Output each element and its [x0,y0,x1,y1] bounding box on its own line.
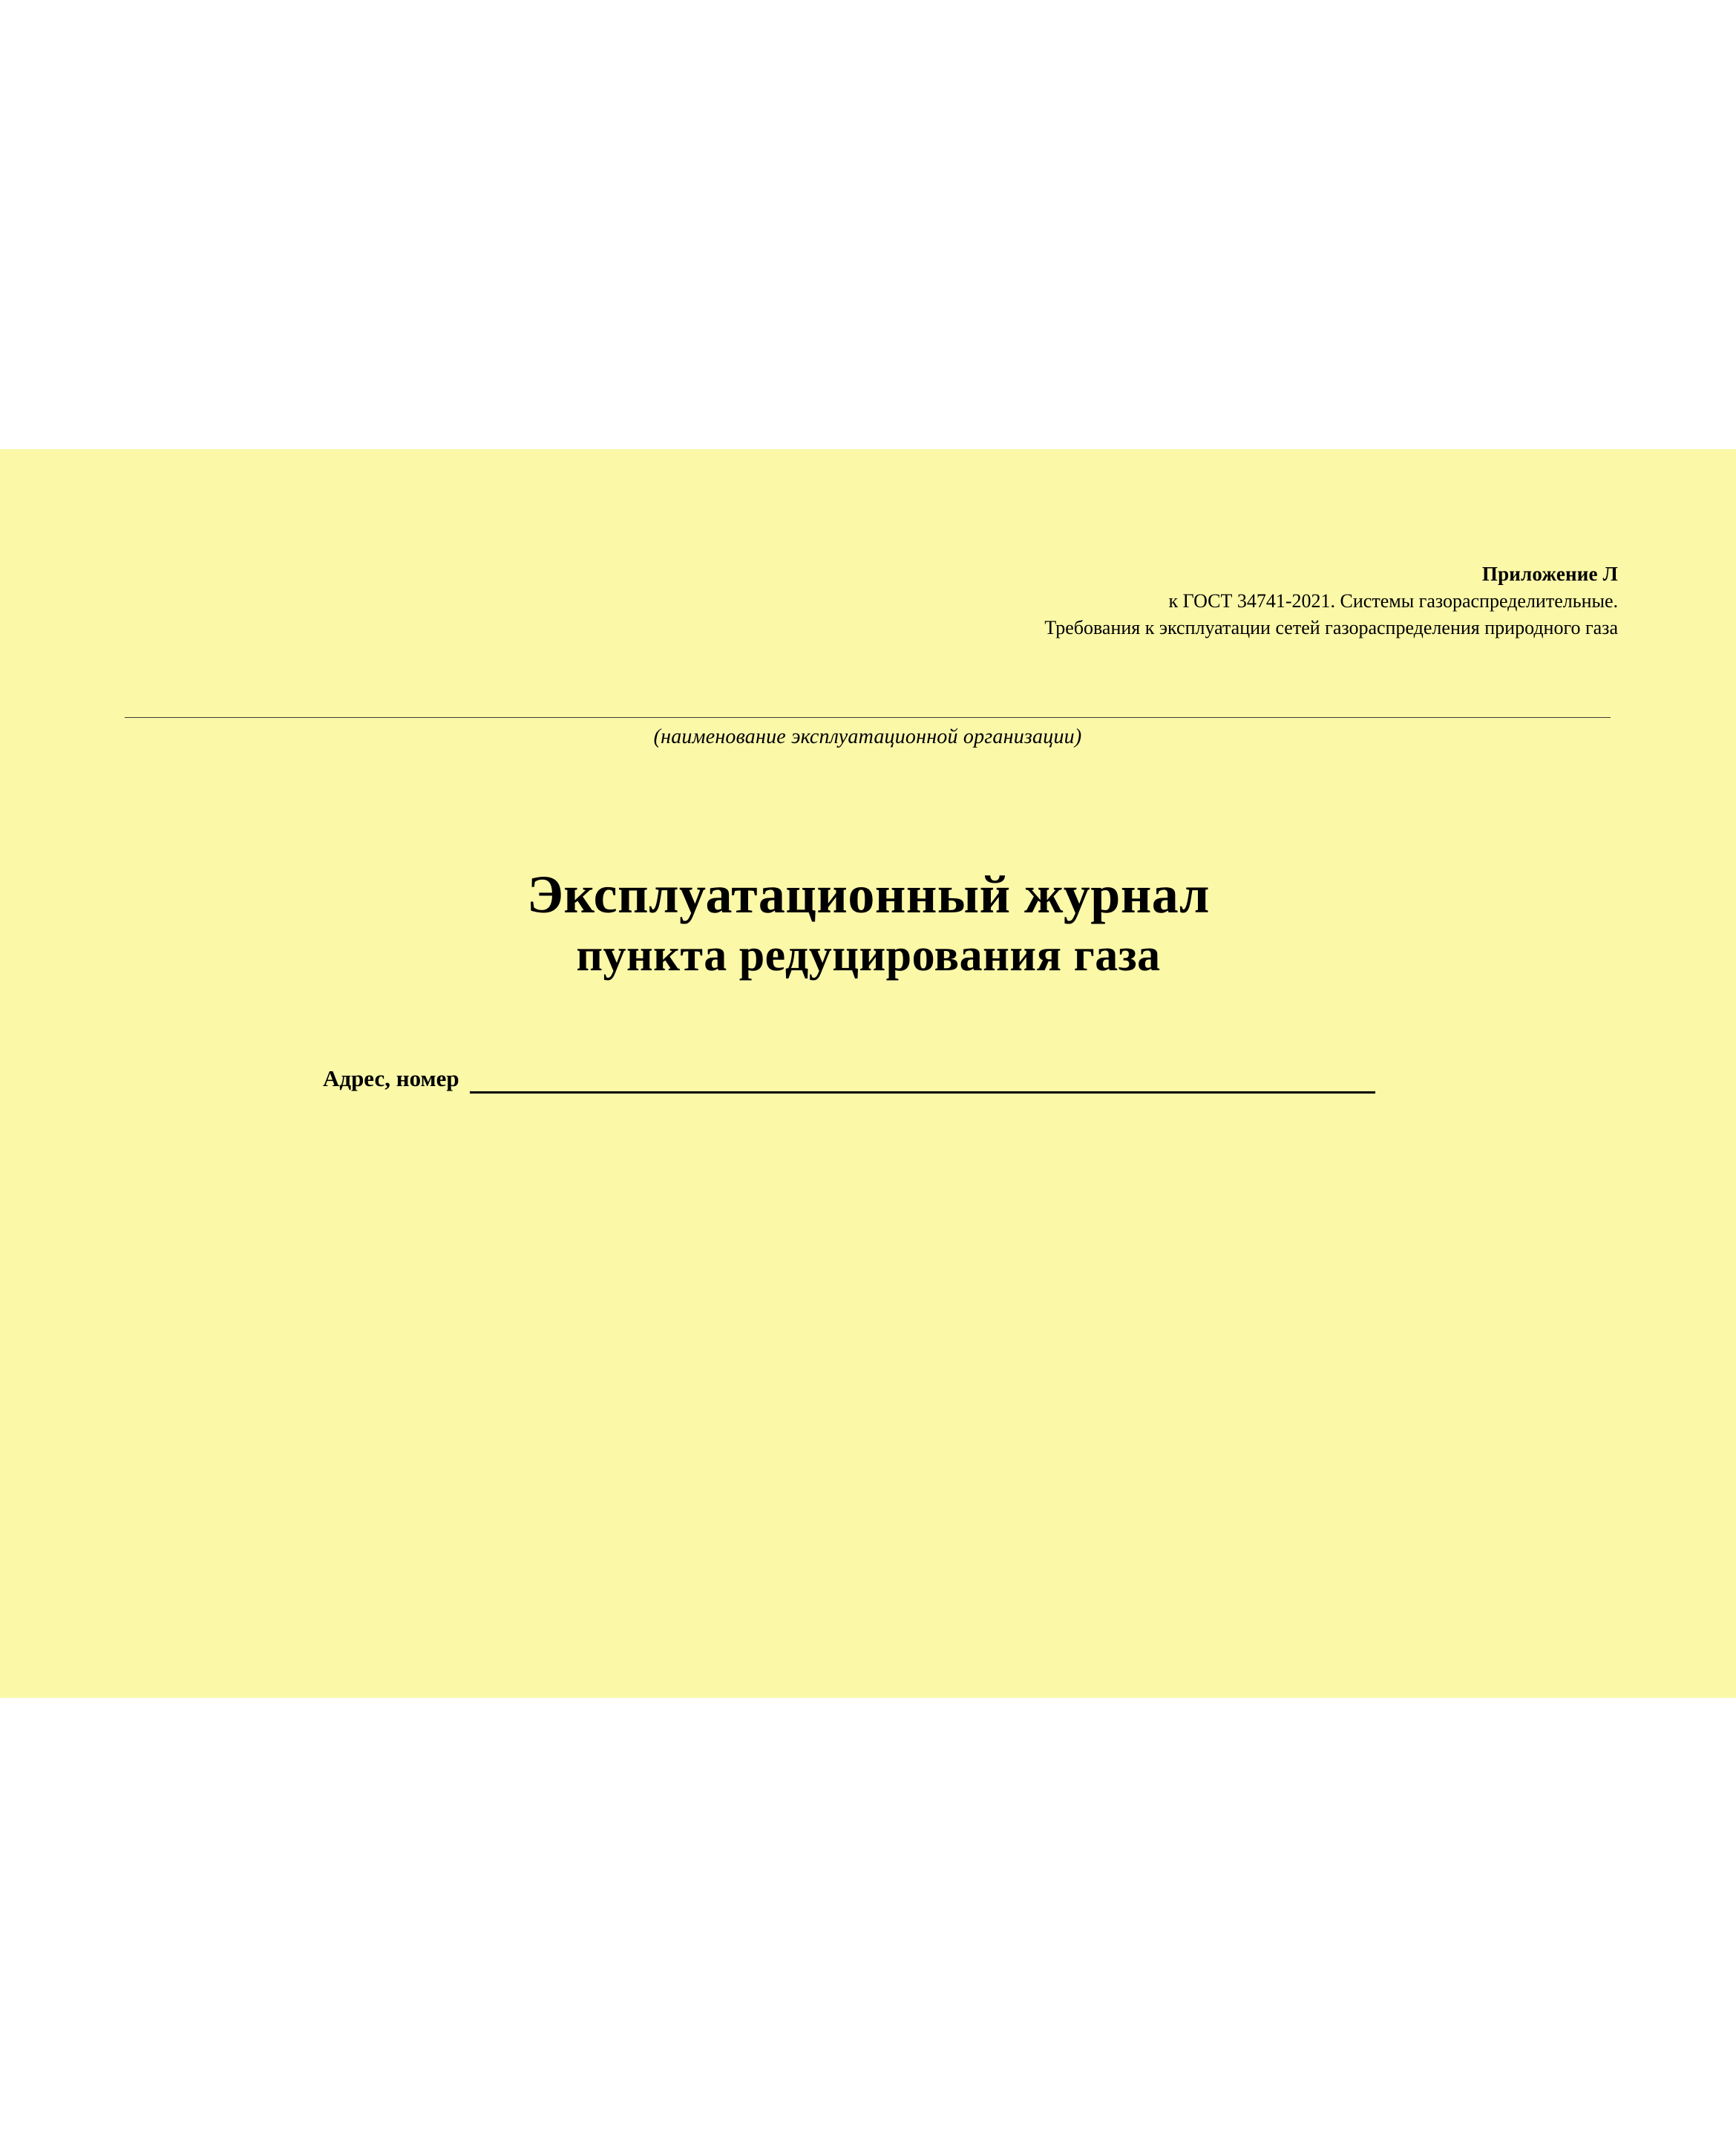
page-content-area [119,449,1618,1698]
address-field-blank[interactable] [470,1072,1375,1094]
address-field-row [323,1065,1375,1094]
organization-name-rule [125,716,1611,718]
organization-name-caption: (наименование эксплуатационной организации) [653,725,1082,748]
appendix-title: Приложение Л [1481,563,1618,585]
page-title-line-1: Эксплуатационный журнал [527,865,1210,924]
organization-name-field[interactable] [125,716,1611,749]
appendix-reference-block [1044,560,1618,641]
standard-reference-line-2: Требования к эксплуатации сетей газораспределения природного газа [1044,617,1618,639]
page-title-line-2: пункта редуцирования газа [576,929,1161,981]
document-page [0,449,1736,1698]
standard-reference-line-1: к ГОСТ 34741-2021. Системы газораспределительные. [1168,590,1618,612]
address-field-label: Адрес, номер [323,1065,459,1091]
page-title [119,865,1618,982]
